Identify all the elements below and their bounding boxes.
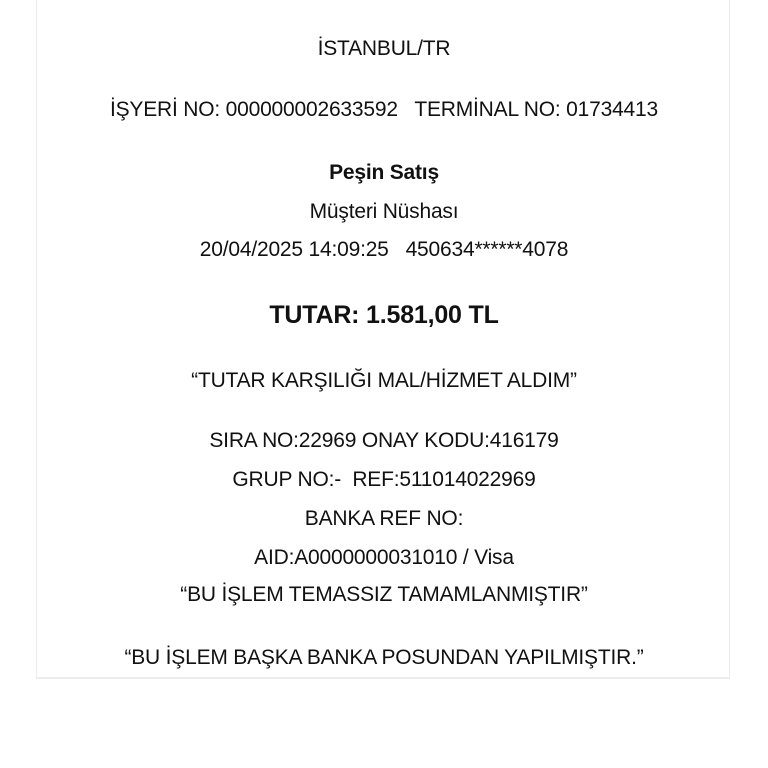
copy-type: Müşteri Nüshası bbox=[309, 200, 459, 223]
other-bank-note: “BU İŞLEM BAŞKA BANKA POSUNDAN YAPILMIŞTIR.” bbox=[124, 646, 644, 669]
transaction-type: Peşin Satış bbox=[329, 161, 439, 184]
banka-ref-line: BANKA REF NO: bbox=[304, 507, 464, 530]
city-label: İSTANBUL/TR bbox=[317, 37, 451, 60]
sira-onay-line: SIRA NO:22969 ONAY KODU:416179 bbox=[209, 429, 559, 452]
merchant-terminal-line: İŞYERİ NO: 000000002633592 TERMİNAL NO: 01734413 bbox=[109, 98, 658, 121]
contactless-note: “BU İŞLEM TEMASSIZ TAMAMLANMIŞTIR” bbox=[180, 583, 588, 606]
aid-line: AID:A0000000031010 / Visa bbox=[254, 546, 514, 569]
amount-total: TUTAR: 1.581,00 TL bbox=[269, 301, 499, 329]
datetime-card-line: 20/04/2025 14:09:25 450634******4078 bbox=[199, 238, 569, 261]
grup-ref-line: GRUP NO:- REF:511014022969 bbox=[232, 468, 536, 491]
acknowledgement-text: “TUTAR KARŞILIĞI MAL/HİZMET ALDIM” bbox=[191, 369, 577, 392]
